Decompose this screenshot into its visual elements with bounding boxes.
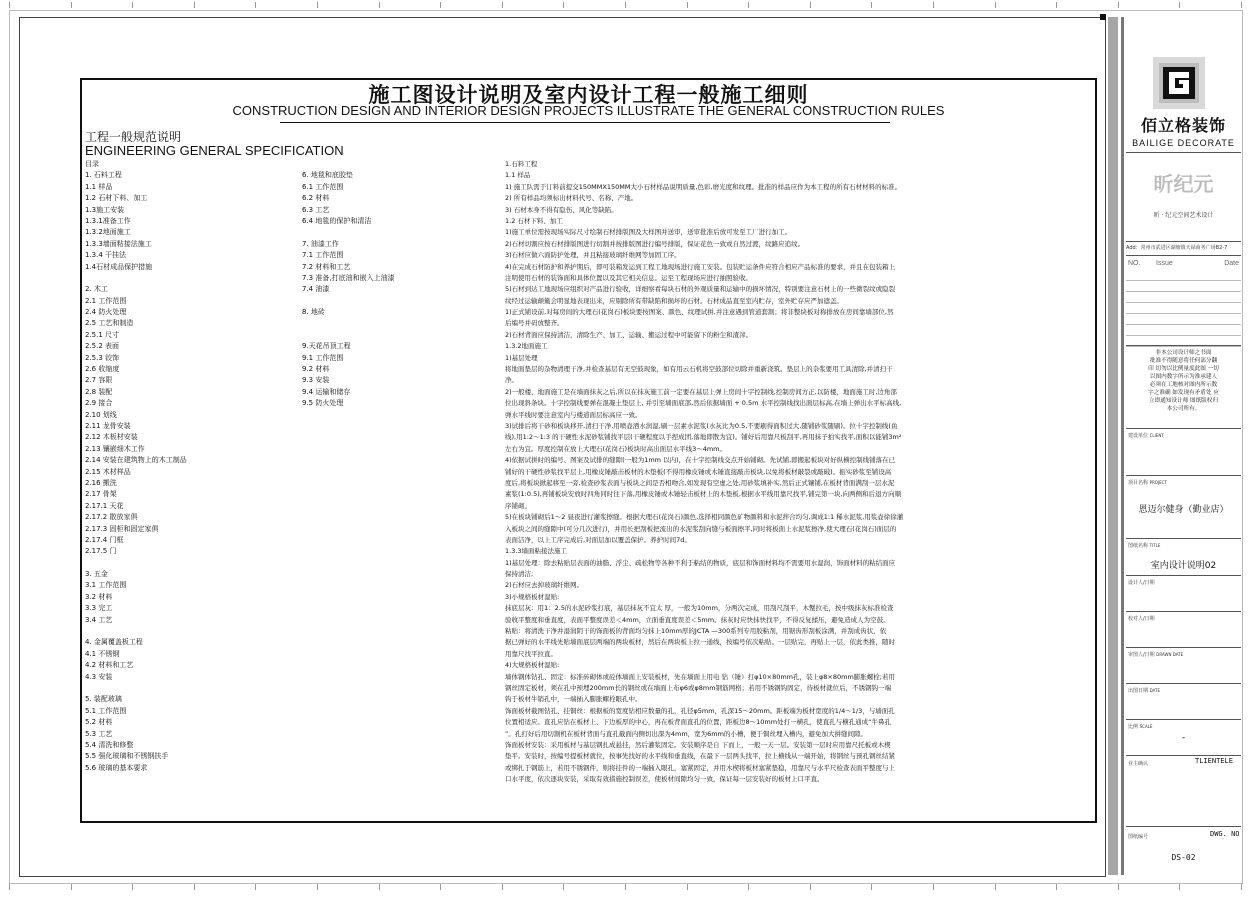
toc-item <box>302 318 502 329</box>
toc-item <box>302 330 502 341</box>
toc-item: 2.9 接合 <box>85 399 113 408</box>
toc-item: 2.15 木材样品 <box>85 467 131 476</box>
scale-value: - <box>1181 733 1186 743</box>
sidebar-divider <box>1126 683 1241 684</box>
issue-date-label-cn: 出图日期 <box>1128 688 1149 694</box>
designer-label: 设计人/日期 <box>1128 580 1155 586</box>
approver-label-cn: 审图人/日期 <box>1128 652 1155 658</box>
toc-item: 3. 五金 <box>85 570 108 579</box>
sidebar-divider <box>1126 152 1241 153</box>
spec-line: 1.3.2地面施工 <box>505 342 548 351</box>
toc-item: 1.3施工安装 <box>85 205 125 214</box>
spec-line: 弹水平线时要注意室内与楼道面层标高应一致。 <box>505 410 642 419</box>
spec-line: 位出现斜条块。十字控制线要弹在混凝土垫层上, 并引至墙面底部,然后依据墙面 + 0.5m 水平控制线找出面层标高,在墙上弹出水平标高线, <box>505 399 902 408</box>
sidebar-divider <box>1126 575 1241 576</box>
toc-item: 5. 装配玻璃 <box>85 695 122 704</box>
toc-item: 2.11 龙骨安装 <box>85 421 131 430</box>
spec-line: 度后,将板块掀起移至一旁,检查砂浆表面与板块之间是否相吻合,如发现有空虚之处,用砂浆填补实,然后正式镶铺,在板材背面满刮一层水泥 <box>505 478 895 487</box>
ruler-tick <box>871 884 872 890</box>
ruler-tick <box>1118 884 1119 890</box>
spec-line: 1.3.3墙面粘接法施工 <box>505 547 568 556</box>
spec-line: 铺好的干硬性砂浆找平层上,用橡皮锤敲击板材的木垫板(不得用橡皮锤或木锤直接敲击板块,以免将板材敲裂或敲破)。振实砂浆至铺设高 <box>505 467 892 476</box>
sidebar-divider <box>1126 647 1241 648</box>
scale-label <box>1128 723 1152 730</box>
company-address: Add：常州市武进区湖塘镇天禄商务广场B2-7 <box>1126 245 1228 251</box>
drawing-number-label-en: DWG. NO <box>1210 830 1240 838</box>
toc-item: 5.5 强化玻璃和不锈钢扶手 <box>85 752 169 761</box>
page-title-cn: 施工图设计说明及室内设计工程一般施工细则 <box>368 83 809 107</box>
sidebar-divider <box>1126 345 1241 346</box>
toc-item: 1.4石材成品保护措施 <box>85 262 153 271</box>
toc-item: 2.17.4 门框 <box>85 535 124 544</box>
ruler-tick <box>1118 2 1119 8</box>
spec-line: 位置相适应。直孔应钻在板材上、下边板厚的中心，再在板背面直孔的位置，距板边8～10mm处打一横孔，使直孔与横孔通成“牛鼻孔 <box>505 718 891 727</box>
spec-line: 3) 石材本身不得有隐伤、风化等缺陷。 <box>505 205 618 214</box>
toc-item: 6.3 工艺 <box>302 205 330 214</box>
brand-name-en: BAILIGE DECORATE <box>1132 138 1235 148</box>
bottom-ruler <box>9 884 1241 892</box>
toc-item <box>85 626 295 637</box>
ruler-tick <box>132 884 133 890</box>
studio-logo: 昕纪元 <box>1153 172 1214 196</box>
owner-confirm-label: 业主确认 <box>1128 761 1149 767</box>
toc-item: 6.1 工作范围 <box>302 182 344 191</box>
spec-line: 线),用1:2～1:3 的干硬性水泥砂浆铺找平层(干硬程度以手捏成团,落地即散为宜)。铺好后用靠尺板刮平,再用抹子拍实找平,面积以能铺3m² <box>505 433 902 442</box>
project-label-en: PROJECT <box>1149 480 1167 485</box>
ruler-tick <box>255 884 256 890</box>
toc-item: 8. 地砖 <box>302 308 325 317</box>
notice-line: 以图内数字所示为准承建人 <box>1149 374 1218 380</box>
scale-label-cn: 比例 <box>1128 724 1139 730</box>
toc-item: 9.3 安装 <box>302 376 330 385</box>
revision-no-label: NO. <box>1128 260 1141 267</box>
ruler-tick <box>194 884 195 890</box>
ruler-tick <box>748 2 749 8</box>
ruler-tick <box>132 2 133 8</box>
spec-line: 据已弹好的水平线先贴墙面底层两端的两块板材，然后在两块板上拉一通线，按编号依次粘贴。一层贴完，再贴上一层，依此类推，随时 <box>505 638 895 647</box>
toc-item: 9.5 防火处理 <box>302 399 344 408</box>
spec-line: 1)施工单位需按现场实际尺寸绘制石材排版图及大样图并送审，送审批准后放可发至工厂进行加工。 <box>505 228 792 237</box>
ruler-tick <box>625 2 626 8</box>
ruler-tick <box>810 884 811 890</box>
toc-item: 2.14 安装在建筑物上的木工制品 <box>85 456 187 465</box>
toc-item: 5.6 玻璃的基本要求 <box>85 763 148 772</box>
revision-row <box>1126 325 1241 336</box>
spec-line: 序铺砌。 <box>505 501 531 510</box>
toc-item: 7. 油漆工作 <box>302 239 339 248</box>
sidebar-divider <box>1126 475 1241 476</box>
notice-line: 非本公司设计师之书面 <box>1155 350 1212 356</box>
sidebar-divider <box>1126 611 1241 612</box>
sidebar-divider <box>1126 241 1241 242</box>
scale-label-en: SCALE <box>1139 724 1153 729</box>
spec-line: 钩于板材牛销孔中，一端插入膨胀螺栓眼孔中。 <box>505 695 642 704</box>
spec-line: 左右为宜。厚度控制在放上大理石(花岗石)板块时高出面层水平线3～4mm。 <box>505 444 727 453</box>
spec-line: 纹经过运输颠簸会明显地表现出来，应剔除所有带缺陷和损坏的石材。石材成品直至室内贮存，室外贮存应严加遮盖。 <box>505 296 843 305</box>
toc-column-1 <box>85 159 295 774</box>
toc-item: 4. 金属覆盖板工程 <box>85 638 143 647</box>
toc-item: 3.2 材料 <box>85 592 113 601</box>
ruler-tick <box>1241 884 1242 890</box>
toc-item: 2.17.1 天花 <box>85 501 124 510</box>
spec-line: 饰面板材安装：采用板材与基层钢扎成悬挂，然后灌浆固定。安装顺序是自 下而上，一般一天一层。安装第一层时应用靠尺托板或木楔 <box>505 740 891 749</box>
spec-line: 5)石材到达工地现场应组织对产品进行验收，详细察看每块石材的外观质量和运输中的损坏情况，特别要注意石材上的一些微裂纹或隐裂 <box>505 285 896 294</box>
ruler-tick <box>687 2 688 8</box>
toc-item: 9.天花吊顶工程 <box>302 342 351 351</box>
ruler-tick <box>1056 2 1057 8</box>
toc-item: 2.8 装配 <box>85 387 113 396</box>
toc-item: 3.1 工作范围 <box>85 581 127 590</box>
toc-item: 1.3.3墙面粘接法施工 <box>85 239 152 248</box>
project-label <box>1128 479 1167 486</box>
spec-line: 后编号并码放整齐。 <box>505 319 564 328</box>
toc-item <box>302 296 502 307</box>
top-ruler <box>9 2 1241 10</box>
drawing-title: 室内设计说明02 <box>1150 561 1217 571</box>
toc-item: 9.2 材料 <box>302 365 330 374</box>
toc-item: 5.1 工作范围 <box>85 706 127 715</box>
toc-item: 2.17.2 散放家俱 <box>85 513 138 522</box>
owner-confirm-value: TLIENTELE <box>1195 757 1233 765</box>
spec-line: 4)大规格板材湿贴: <box>505 661 560 670</box>
notice-line: 字之准确 如发现有矛盾处 应 <box>1148 390 1219 396</box>
sidebar-gray-bar <box>1108 17 1118 875</box>
spec-line: 用靠尺找平拉直。 <box>505 649 557 658</box>
client-label-en: CLIENT <box>1149 433 1164 438</box>
ruler-tick <box>1179 2 1180 8</box>
spec-line: ”。孔打好后用切割机在板材背面与直孔截面内侧切出深为4mm，宽为6mm的小槽，便于铜丝埋入槽内，避免加大拼缝间隙。 <box>505 729 867 738</box>
section-title-en: ENGINEERING GENERAL SPECIFICATION <box>85 143 344 158</box>
ruler-tick <box>9 2 10 8</box>
sidebar-divider <box>1126 755 1241 756</box>
toc-item: 1.3.4 干挂法 <box>85 251 127 260</box>
corner-mark <box>1100 14 1106 20</box>
ruler-tick <box>379 884 380 890</box>
ruler-tick <box>933 884 934 890</box>
drawing-title-label-cn: 图纸名称 <box>1128 543 1149 549</box>
notice-line: 本公司所有。 <box>1166 406 1201 412</box>
toc-item: 4.1 不锈钢 <box>85 649 120 658</box>
project-name: 恩迈尔健身（勤业店） <box>1138 505 1229 515</box>
ruler-tick <box>9 884 10 890</box>
spec-line: 或绑扎于钢筋上，若用不锈钢件，则将挂件的一端插入眼孔，塞紧固定，并用木楔将板材塞紧垫稳，用靠尺与水平尺检查表面平整度与上 <box>505 763 895 772</box>
spec-line: 饰面板材截图钻孔、挂铜丝：根据板的宽度钻相应数量的孔，孔径φ5mm，孔深15～20mm。距板端为板材宽度的1/4～1/3，与墙面孔 <box>505 706 895 715</box>
spec-line: 1.2 石材下料、加工 <box>505 216 563 225</box>
spec-line: 2)石材背面应保持清洁，清除生产、加工、运输、搬运过程中可能留下的粉尘和渣滓。 <box>505 330 753 339</box>
spec-line: 2)一般楼，地面施工是在墙面抹灰之后,所以在抹灰施工前一定要在基层上弹上房间十字控制线,控制房间方正,以防楼，地面施工时,边角部 <box>505 387 897 396</box>
notice-line: 批准不得随意将任何部分翻 <box>1149 358 1218 364</box>
spec-line: 1)基层处理：除去粘贴层表面的油脂、浮尘、疏松物等各种不利于粘结的物质，底层和饰面材料均不需要用水湿润，饰面材料的粘结面应 <box>505 558 896 567</box>
copyright-notice <box>1128 349 1239 413</box>
toc-item: 2.1 工作范围 <box>85 296 127 305</box>
ruler-tick <box>502 2 503 8</box>
spec-line: 表面洁净，以上工序完成后,对面层加以覆盖保护。养护时间7d。 <box>505 535 691 544</box>
toc-item: 9.1 工作范围 <box>302 353 344 362</box>
toc-item <box>85 273 295 284</box>
spec-line: 抹底层灰：用1：2.5的水泥砂浆打底，基层抹灰不宜太 厚，一般为10mm，分两次完成，用刮尺刮平，木蟹拉毛，按中级抹灰标准检查 <box>505 604 894 613</box>
spec-line: 1)基层处理 <box>505 353 538 362</box>
sidebar-divider <box>1126 255 1241 256</box>
revision-row <box>1126 314 1241 325</box>
toc-item: 目录 <box>85 160 99 168</box>
sidebar-divider <box>1126 428 1241 429</box>
spec-line: 1)正式铺设前,对每房间的大理石(花岗石)板块要按图案、颜色、纹理试拼,并注意遇到管道套割；将非整块板对称排放在房间靠墙部位,然 <box>505 308 894 317</box>
ruler-tick <box>995 884 996 890</box>
spec-line: 2)石材应去掉玻璃纤维网。 <box>505 581 584 590</box>
drawing-number-label <box>1128 833 1148 840</box>
toc-item: 9.4 运输和储存 <box>302 387 351 396</box>
toc-item: 7.2 材料和工艺 <box>302 262 351 271</box>
spec-line: 钢丝固定板材，须在孔中预埋200mm长的钢丝或在墙面上布φ6或φ8mm钢筋网格；若用不锈钢钩固定，待板材就位后，不锈钢钩一端 <box>505 683 892 692</box>
client-label-cn: 建设单位 <box>1128 433 1149 439</box>
toc-item: 3.4 工艺 <box>85 615 113 624</box>
spec-line: 1.石料工程 <box>505 160 538 168</box>
ruler-tick <box>563 884 564 890</box>
spec-line: 注明使用石材的装饰面和具体位置以及其它相关信息。运至工程现场应进行抽照验收。 <box>505 273 752 282</box>
toc-item: 2.16 搬洗 <box>85 478 117 487</box>
toc-item: 2.12 木板材安装 <box>85 433 138 442</box>
ruler-tick <box>625 884 626 890</box>
notice-line: 必须在工地核对图内所示数 <box>1149 382 1218 388</box>
drawing-number: DS-02 <box>1171 853 1196 862</box>
sidebar-dark-bar <box>1121 17 1124 875</box>
sidebar-divider <box>1126 719 1241 720</box>
page-title-en: CONSTRUCTION DESIGN AND INTERIOR DESIGN PROJECTS ILLUSTRATE THE GENERAL CONSTRUCTION RULES <box>232 103 945 118</box>
spec-line: 口水平度，依次逐块安装，采取有效措施控制误差，使板材间隙均匀一致，保证每一层安装好的板材上口平直。 <box>505 775 824 784</box>
revision-row <box>1126 281 1241 292</box>
ruler-tick <box>563 2 564 8</box>
toc-item: 6.2 材料 <box>302 194 330 203</box>
toc-column-2 <box>302 159 502 410</box>
ruler-tick <box>317 884 318 890</box>
brand-name-cn: 佰立格装饰 <box>1140 116 1226 135</box>
revision-header <box>1128 260 1239 267</box>
ruler-tick <box>810 2 811 8</box>
toc-item: 2.7 容限 <box>85 376 113 385</box>
spec-line: 素浆(1:0.5),再铺板块安放时四角同时往下落,用橡皮锤或木锤轻击板材上的木垫板,根据水平线用靠尺找平,铺完第一块,向两侧和后退方向顺 <box>505 490 902 499</box>
sidebar-divider <box>1126 826 1241 827</box>
toc-item: 2.5.1 尺寸 <box>85 330 120 339</box>
ruler-tick <box>1179 884 1180 890</box>
ruler-tick <box>871 2 872 8</box>
revision-row <box>1126 292 1241 303</box>
toc-item: 2. 木工 <box>85 285 108 294</box>
toc-item: 2.5 工艺和制造 <box>85 319 134 328</box>
ruler-tick <box>748 884 749 890</box>
toc-item: 7.3 准备,打底油和嵌入上油漆 <box>302 273 395 282</box>
ruler-tick <box>995 2 996 8</box>
toc-item <box>85 683 295 694</box>
toc-item: 2.4 防火处理 <box>85 308 127 317</box>
issue-date-label <box>1128 687 1160 694</box>
drawing-title-label-en: TITLE <box>1149 543 1161 548</box>
revision-date-label: Date <box>1224 260 1239 267</box>
toc-item: 1.2 石材下料、加工 <box>85 194 148 203</box>
ruler-tick <box>687 884 688 890</box>
toc-item: 5.3 工艺 <box>85 729 113 738</box>
notice-line: 印 切勿以比例量度此图 一切 <box>1148 366 1219 372</box>
spec-line: 3)石材应做六面防护处理，并且粘接玻璃纤维网等加固工序。 <box>505 251 681 260</box>
title-divider <box>280 122 890 123</box>
ruler-tick <box>255 2 256 8</box>
toc-item: 1.3.2地面施工 <box>85 228 131 237</box>
revision-table <box>1126 270 1241 347</box>
toc-item: 2.6 收缩度 <box>85 365 120 374</box>
toc-item: 7.1 工作范围 <box>302 251 344 260</box>
project-label-cn: 项目名称 <box>1128 480 1149 486</box>
toc-item: 2.10 划线 <box>85 410 117 419</box>
checker-label: 校对人/日期 <box>1128 616 1155 622</box>
ruler-tick <box>379 2 380 8</box>
revision-row <box>1126 303 1241 314</box>
spec-line: 净。 <box>505 376 518 385</box>
spec-line: 4)在完成石材防护和养护期后，即可装箱发运到工程工地现场进行施工安装。包装贮运条件应符合相应产品标准的要求，并且在包装箱上 <box>505 262 896 271</box>
ruler-tick <box>317 2 318 8</box>
ruler-tick <box>1056 884 1057 890</box>
spec-line: 验收平整度和垂直度，表面平整度误差＜4mm，立面垂直度误差＜5mm。抹灰时应快抹快找平，不得反复揉压，避免造成人为空鼓。 <box>505 615 890 624</box>
ruler-tick <box>440 2 441 8</box>
toc-item <box>302 159 502 170</box>
ruler-tick <box>933 2 934 8</box>
spec-line: 3)试排后将干砂和板块移开,清扫干净,用喷壶洒水润湿,刷一层素水泥浆(水灰比为0.5,不要刷得面积过大,随铺砂浆随刷)。拉十字控制线(鱼 <box>505 421 898 430</box>
section-title-cn: 工程一般规范说明 <box>85 130 182 144</box>
notice-line: 立即通知设计师 图纸版权归 <box>1149 398 1218 404</box>
ruler-tick <box>71 884 72 890</box>
drawing-number-label-cn: 图纸编号 <box>1128 834 1149 840</box>
spec-line: 1.1 样品 <box>505 171 531 180</box>
ruler-tick <box>1241 2 1242 8</box>
spec-line: 2)石材切割应按石材排版图进行切割并按排版图进行编号排版，保证花色一致或自然过渡，纹路应追纹。 <box>505 239 805 248</box>
approver-label-en: DRAWN DATE <box>1156 652 1184 657</box>
studio-name: 昕 · 纪元空间艺术设计 <box>1153 212 1214 219</box>
spec-line: 3)小规格板材湿贴: <box>505 592 560 601</box>
spec-line: 5)在板块铺砌后1～2 昼夜进行灌浆擦缝。根据大理石(花岗石)颜色,选择相同颜色矿物颜料和水泥拌合均匀,调成1:1 稀水泥浆,用浆壶徐徐灌 <box>505 513 904 522</box>
spec-body-column <box>505 159 1093 785</box>
drawing-title-label <box>1128 542 1160 549</box>
ruler-tick <box>71 2 72 8</box>
toc-item: 1.1 样品 <box>85 182 113 191</box>
spec-line: 粘贴：将清洗干净并湿润阴干的饰面板的背面均匀抹上10mm厚的JCTA —300系列专用胶粘剂，用锯齿形刮板涂满，并刮成齿状，依 <box>505 627 887 636</box>
ruler-tick <box>440 884 441 890</box>
toc-item <box>302 227 502 238</box>
toc-item: 5.2 材料 <box>85 718 113 727</box>
spec-line: 垫平。安装时，按编号提板材就位，按事先找好的水平线和垂直线，在最下一层两头找平，拉上横线从一端开始，将钢丝与预孔钢丝结紧 <box>505 752 895 761</box>
spec-line: 将地面垫层的杂物清理干净,并检查基层有无空鼓现象，如有用云石机将空鼓部位切除并重新浇筑。垫层上的杂浆要用工具清除,并清扫干 <box>505 365 893 374</box>
ruler-tick <box>194 2 195 8</box>
toc-item: 1. 石料工程 <box>85 171 122 180</box>
company-logo-icon <box>1153 57 1205 109</box>
toc-item: 5.4 清洗和修整 <box>85 740 134 749</box>
toc-item: 2.13 镶嵌细木工作 <box>85 444 145 453</box>
toc-item: 1.3.1准备工作 <box>85 216 131 225</box>
ruler-tick <box>502 884 503 890</box>
toc-item: 4.2 材料和工艺 <box>85 661 134 670</box>
toc-item: 7.4 油漆 <box>302 285 330 294</box>
toc-item: 2.5.3 铰饰 <box>85 353 120 362</box>
approver-label <box>1128 651 1183 658</box>
spec-line: 4)依据试拼时的编号、图案及试排的缝隙(一般为1mm 以内)，在十字控制线交点开始铺砌。先试铺,即搬起板块对好纵横控制线铺落在已 <box>505 456 896 465</box>
spec-line: 墙体钢体钻孔、固定：标准砖砌体或砼体墙面上安装板材，先在墙面上用电 钻（锤）打φ10×80mm孔，装上φ8×80mm膨胀螺栓;若用 <box>505 672 895 681</box>
toc-item: 2.17 骨架 <box>85 490 117 499</box>
client-label <box>1128 432 1164 439</box>
toc-item: 2.17.3 固柜和固定家俱 <box>85 524 159 533</box>
issue-date-label-en: DATE <box>1149 688 1161 693</box>
sidebar-divider <box>1126 538 1241 539</box>
spec-line: 保持清洁; <box>505 570 534 579</box>
toc-item: 6. 地毯和底胶垫 <box>302 171 353 180</box>
toc-item: 6.4 地毯的保护和清洁 <box>302 216 372 225</box>
spec-line: 2) 所有样品均须标出材料代号、名称、产地。 <box>505 194 638 203</box>
toc-item: 3.3 完工 <box>85 604 113 613</box>
spec-line: 1) 施工队需于订料前提交150MMX150MM大小石材样品说明质量,色彩,磨光度和纹理。批准的样品应作为本工程的所有石材材料的标准。 <box>505 182 902 191</box>
toc-item: 4.3 安装 <box>85 672 113 681</box>
toc-item: 2.17.5 门 <box>85 547 117 556</box>
toc-item: 2.5.2 表面 <box>85 342 120 351</box>
revision-row <box>1126 270 1241 281</box>
spec-line: 入板块之间的缝隙中(可分几次进行)，并用长把刮板把流出的水泥浆刮向缝与板面擦平,同时将板面上水泥浆擦净,使大理石(花岗石)面层的 <box>505 524 897 533</box>
revision-issue-label: Issue <box>1156 260 1173 267</box>
toc-item <box>85 558 295 569</box>
